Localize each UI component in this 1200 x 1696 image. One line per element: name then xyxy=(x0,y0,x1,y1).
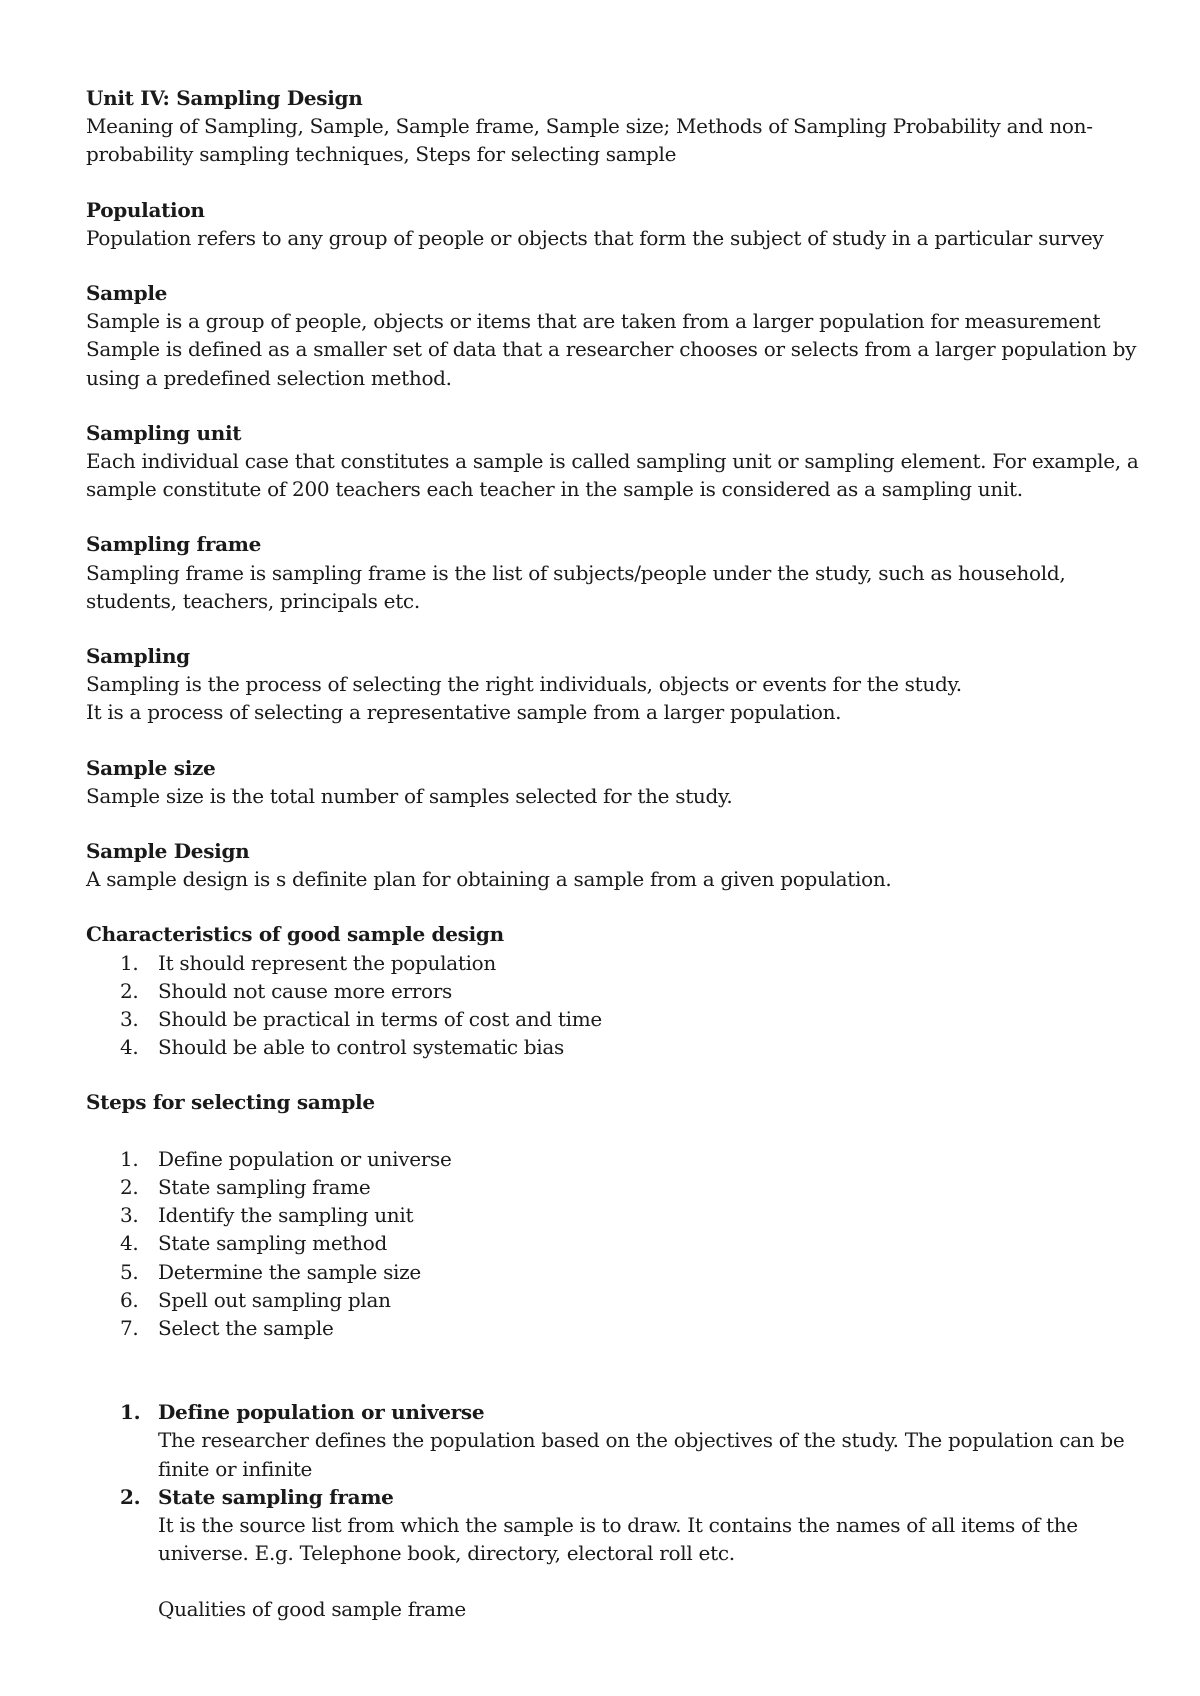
section-heading: Sample Design xyxy=(86,839,250,864)
list-number: 3. xyxy=(120,1007,139,1032)
section-steps xyxy=(86,1088,1146,1342)
list-text: Select the sample xyxy=(158,1315,334,1340)
section-sampling xyxy=(86,642,1146,727)
list-text: State sampling frame xyxy=(158,1174,371,1199)
list-number: 4. xyxy=(120,1035,139,1060)
section-sample-size xyxy=(86,754,1146,810)
list-text: Should be able to control systematic bias xyxy=(158,1035,564,1060)
unit-title: Unit IV: Sampling Design xyxy=(86,86,363,110)
section-text: Each individual case that constitutes a sample is called sampling unit or sampling element. For example, a sample constitute of 200 teachers each teacher in the sample is considered as a sampling unit. xyxy=(86,449,1139,502)
list-item xyxy=(86,1033,1146,1061)
section-text: Sampling frame is sampling frame is the list of subjects/people under the study, such as household, students, teachers, principals etc. xyxy=(86,560,1066,613)
list-text: Define population or universe xyxy=(158,1146,452,1171)
list-item xyxy=(86,977,1146,1005)
section-population xyxy=(86,196,1146,252)
detailed-step-body: The researcher defines the population based on the objectives of the study. The population can be finite or infinite xyxy=(158,1428,1125,1481)
list-number: 4. xyxy=(120,1231,139,1256)
list-number: 1. xyxy=(120,1146,139,1171)
section-characteristics xyxy=(86,920,1146,1061)
section-heading: Sampling unit xyxy=(86,420,242,445)
list-item xyxy=(86,949,1146,977)
section-text: Population refers to any group of people or objects that form the subject of study in a particular survey xyxy=(86,225,1104,250)
list-number: 2. xyxy=(120,978,139,1003)
section-sample xyxy=(86,279,1146,392)
list-text: State sampling method xyxy=(158,1231,387,1256)
list-item xyxy=(86,1314,1146,1342)
section-heading: Population xyxy=(86,197,205,222)
section-sample-design xyxy=(86,837,1146,893)
section-text: Sample is a group of people, objects or items that are taken from a larger population for measurement xyxy=(86,309,1101,334)
list-item xyxy=(86,1201,1146,1229)
detailed-steps-list xyxy=(86,1398,1146,1623)
list-number: 2. xyxy=(120,1174,139,1199)
list-number: 2. xyxy=(120,1484,141,1509)
section-text: Sample size is the total number of samples selected for the study. xyxy=(86,783,733,808)
list-number: 6. xyxy=(120,1287,139,1312)
detailed-step xyxy=(86,1483,1146,1624)
list-item xyxy=(86,1005,1146,1033)
list-text: Should be practical in terms of cost and time xyxy=(158,1007,602,1032)
list-item xyxy=(86,1229,1146,1257)
section-heading: Sample size xyxy=(86,755,216,780)
section-text: A sample design is s definite plan for obtaining a sample from a given population. xyxy=(86,867,892,892)
list-text: Determine the sample size xyxy=(158,1259,421,1284)
list-number: 3. xyxy=(120,1203,139,1228)
unit-description: Meaning of Sampling, Sample, Sample frame, Sample size; Methods of Sampling Probability and non-probability sampling techniques, Steps for selecting sample xyxy=(86,114,1093,167)
characteristics-list xyxy=(86,949,1146,1062)
list-text: Should not cause more errors xyxy=(158,978,453,1003)
unit-header xyxy=(86,84,1146,169)
list-number: 1. xyxy=(120,950,139,975)
detailed-step-title: State sampling frame xyxy=(158,1484,394,1509)
section-heading: Sampling xyxy=(86,644,190,669)
list-item xyxy=(86,1145,1146,1173)
section-heading: Sampling frame xyxy=(86,532,262,557)
detailed-step-note: Qualities of good sample frame xyxy=(158,1597,466,1622)
section-text: It is a process of selecting a representative sample from a larger population. xyxy=(86,700,842,725)
list-item xyxy=(86,1258,1146,1286)
steps-list xyxy=(86,1145,1146,1342)
section-heading: Characteristics of good sample design xyxy=(86,922,504,947)
list-item xyxy=(86,1286,1146,1314)
list-number: 7. xyxy=(120,1315,139,1340)
list-text: Spell out sampling plan xyxy=(158,1287,391,1312)
detailed-step-body: It is the source list from which the sample is to draw. It contains the names of all items of the universe. E.g. Telephone book, directory, electoral roll etc. xyxy=(158,1512,1078,1566)
list-number: 1. xyxy=(120,1400,141,1425)
section-sampling-frame xyxy=(86,530,1146,615)
list-number: 5. xyxy=(120,1259,139,1284)
section-text: Sample is defined as a smaller set of data that a researcher chooses or selects from a larger population by using a predefined selection method. xyxy=(86,337,1137,390)
list-text: It should represent the population xyxy=(158,950,497,975)
section-text: Sampling is the process of selecting the right individuals, objects or events for the study. xyxy=(86,672,962,697)
detailed-step-title: Define population or universe xyxy=(158,1400,485,1425)
section-heading: Sample xyxy=(86,281,168,306)
detailed-step xyxy=(86,1398,1146,1483)
section-sampling-unit xyxy=(86,419,1146,504)
list-text: Identify the sampling unit xyxy=(158,1203,414,1228)
section-heading: Steps for selecting sample xyxy=(86,1090,375,1115)
document-page xyxy=(86,84,1146,1624)
list-item xyxy=(86,1173,1146,1201)
